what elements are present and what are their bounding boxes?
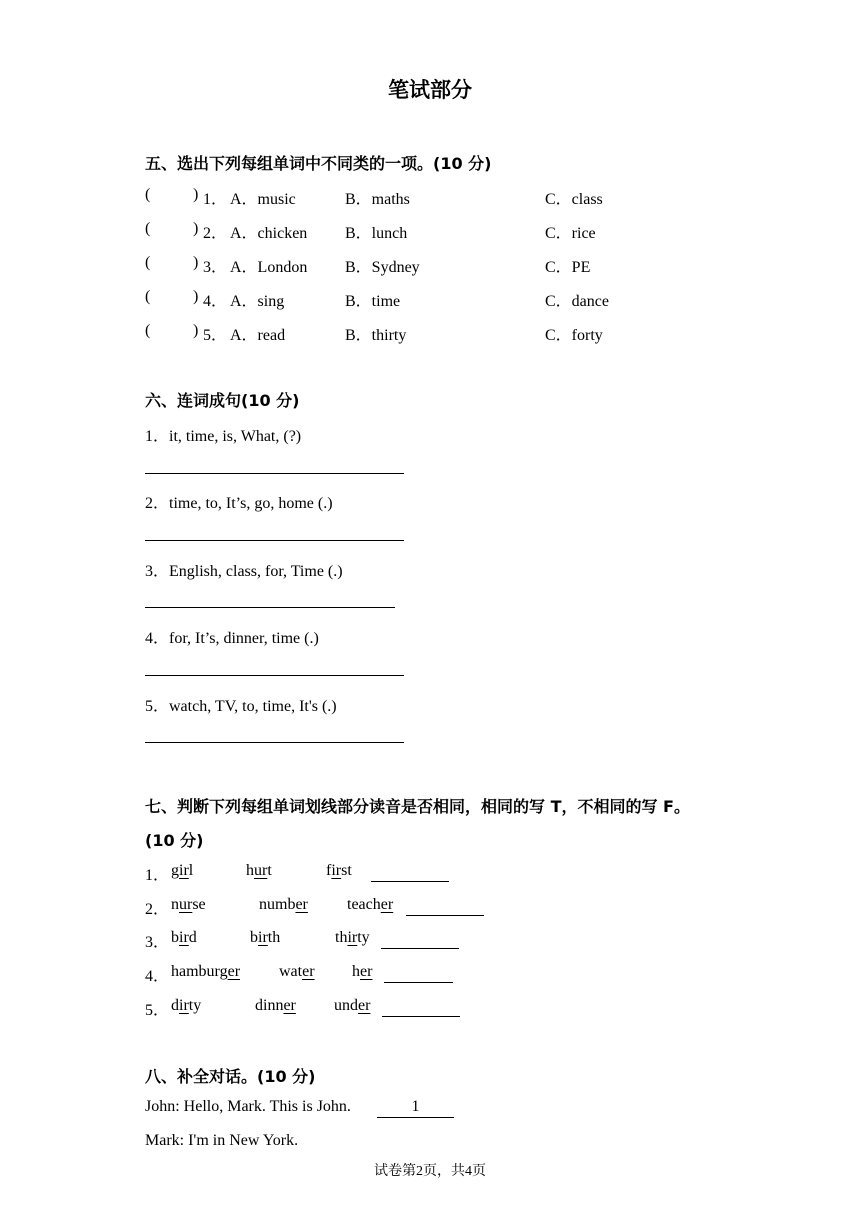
- option-a: A．London: [230, 259, 308, 276]
- open-paren: (: [145, 220, 151, 237]
- item-number: 3．: [145, 934, 170, 951]
- item-number: 4．: [203, 293, 228, 310]
- item-number: 2．: [203, 225, 228, 242]
- option-c: C．rice: [545, 225, 596, 242]
- answer-line-3[interactable]: [145, 607, 395, 608]
- option-b: B．Sydney: [345, 259, 420, 276]
- sentence-item-4: 4．for, It’s, dinner, time (.): [145, 630, 319, 647]
- option-b: B．time: [345, 293, 401, 310]
- section-7-heading-score: (10 分): [145, 831, 204, 850]
- close-paren: ): [193, 186, 199, 203]
- word-3: teacher: [347, 896, 394, 913]
- word-1: bird: [171, 929, 197, 946]
- open-paren: (: [145, 288, 151, 305]
- item-number: 2．: [145, 901, 170, 918]
- word-3: thirty: [335, 929, 370, 946]
- answer-line-1[interactable]: [145, 473, 404, 474]
- option-b: B．lunch: [345, 225, 408, 242]
- option-b: B．thirty: [345, 327, 407, 344]
- answer-blank-5[interactable]: [382, 997, 460, 1017]
- item-number: 1．: [145, 867, 170, 884]
- option-a: A．sing: [230, 293, 285, 310]
- close-paren: ): [193, 254, 199, 271]
- open-paren: (: [145, 322, 151, 339]
- item-number: 3．: [203, 259, 228, 276]
- answer-blank-1[interactable]: [371, 862, 449, 882]
- word-3: her: [352, 963, 373, 980]
- sentence-item-5: 5．watch, TV, to, time, It's (.): [145, 698, 337, 715]
- section-6-heading: 六、连词成句(10 分): [145, 391, 300, 410]
- option-b: B．maths: [345, 191, 410, 208]
- word-3: under: [334, 997, 371, 1014]
- word-2: water: [279, 963, 315, 980]
- option-c: C．PE: [545, 259, 591, 276]
- word-1: nurse: [171, 896, 206, 913]
- answer-line-2[interactable]: [145, 540, 404, 541]
- answer-blank-2[interactable]: [406, 896, 484, 916]
- item-number: 5．: [203, 327, 228, 344]
- page-footer: 试卷第2页，共4页: [374, 1163, 486, 1179]
- word-3: first: [326, 862, 352, 879]
- word-2: birth: [250, 929, 281, 946]
- word-1: dirty: [171, 997, 202, 1014]
- section-8-heading: 八、补全对话。(10 分): [145, 1067, 316, 1086]
- option-c: C．forty: [545, 327, 603, 344]
- option-c: C．dance: [545, 293, 609, 310]
- word-2: hurt: [246, 862, 272, 879]
- option-c: C．class: [545, 191, 603, 208]
- word-1: girl: [171, 862, 194, 879]
- item-number: 5．: [145, 1002, 170, 1019]
- word-2: dinner: [255, 997, 296, 1014]
- sentence-item-2: 2．time, to, It’s, go, home (.): [145, 495, 333, 512]
- section-7-heading: 七、判断下列每组单词划线部分读音是否相同，相同的写 T，不相同的写 F。: [145, 797, 690, 816]
- close-paren: ): [193, 220, 199, 237]
- item-number: 4．: [145, 968, 170, 985]
- option-a: A．chicken: [230, 225, 308, 242]
- word-1: hamburger: [171, 963, 241, 980]
- dialogue-line-2: Mark: I'm in New York.: [145, 1132, 299, 1149]
- dialogue-text: John: Hello, Mark. This is John.: [145, 1098, 351, 1115]
- item-number: 1．: [203, 191, 228, 208]
- open-paren: (: [145, 186, 151, 203]
- answer-line-5[interactable]: [145, 742, 404, 743]
- close-paren: ): [193, 288, 199, 305]
- word-2: number: [259, 896, 308, 913]
- sentence-item-3: 3．English, class, for, Time (.): [145, 563, 343, 580]
- option-a: A．read: [230, 327, 286, 344]
- answer-blank-4[interactable]: [384, 963, 453, 983]
- answer-line-4[interactable]: [145, 675, 404, 676]
- open-paren: (: [145, 254, 151, 271]
- option-a: A．music: [230, 191, 296, 208]
- section-5-heading: 五、选出下列每组单词中不同类的一项。(10 分): [145, 154, 492, 173]
- dialogue-blank-1[interactable]: 1: [377, 1098, 454, 1118]
- answer-blank-3[interactable]: [381, 929, 459, 949]
- close-paren: ): [193, 322, 199, 339]
- sentence-item-1: 1．it, time, is, What, (?): [145, 428, 302, 445]
- page-title: 笔试部分: [388, 78, 472, 102]
